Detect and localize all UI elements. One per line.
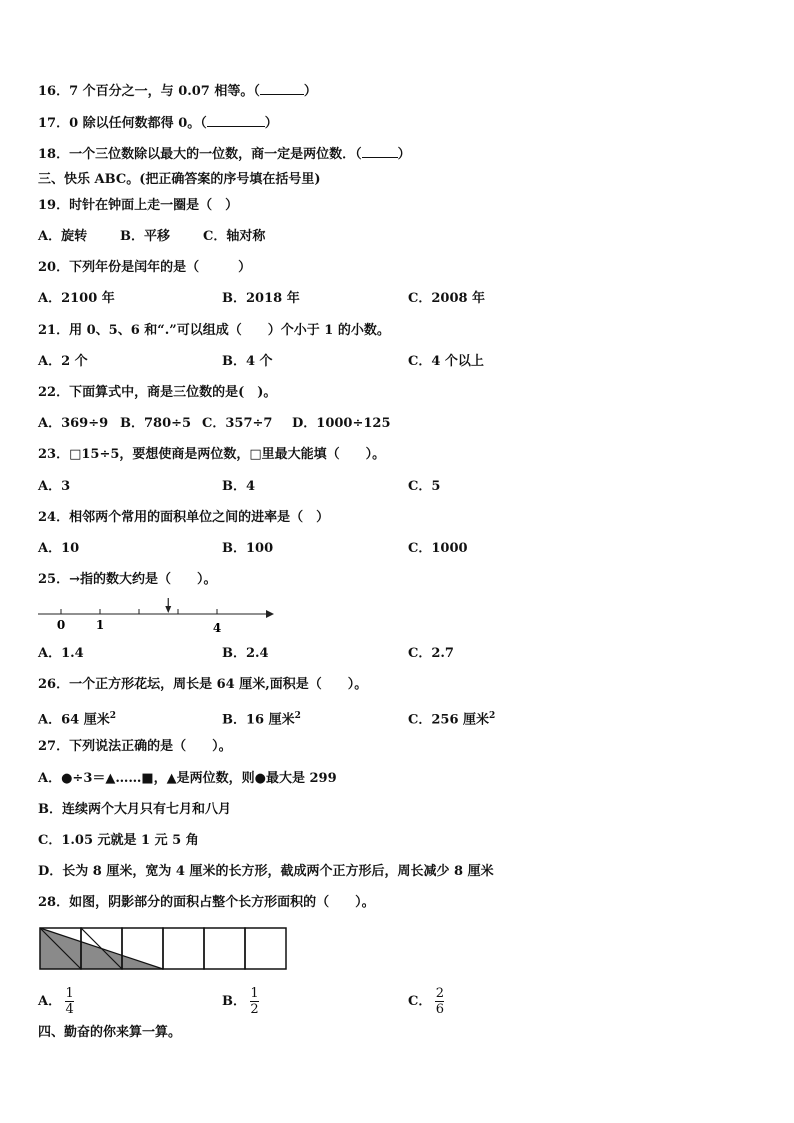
question-20: 20．下列年份是闰年的是（ ）	[38, 260, 252, 275]
question-23: 23．□15÷5，要想使商是两位数，□里最大能填（ ）。	[38, 447, 386, 462]
q22-option-b[interactable]: B．780÷5	[120, 416, 192, 431]
q23-option-b[interactable]: B．4	[222, 479, 256, 494]
q19-option-b[interactable]: B．平移	[120, 229, 170, 244]
rectangle-cell	[204, 928, 245, 969]
rectangle-cell	[163, 928, 204, 969]
question-21: 21．用 0、5、6 和“.”可以组成（ ）个小于 1 的小数。	[38, 323, 390, 338]
q19-option-c[interactable]: C．轴对称	[203, 229, 266, 244]
q26-option-c[interactable]: C．256 厘米$^2$	[408, 711, 496, 728]
q24-option-a[interactable]: A．10	[38, 541, 80, 556]
number-line-figure	[34, 596, 278, 636]
q21-option-c[interactable]: C．4 个以上	[408, 354, 484, 369]
q21-option-b[interactable]: B．4 个	[222, 354, 273, 369]
q25-option-a[interactable]: A．1.4	[38, 646, 84, 661]
q25-option-b[interactable]: B．2.4	[222, 646, 269, 661]
rectangle-cell	[245, 928, 286, 969]
question-26: 26．一个正方形花坛，周长是 64 厘米,面积是（ ）。	[38, 677, 368, 692]
q27-option-d[interactable]: D．长为 8 厘米，宽为 4 厘米的长方形，截成两个正方形后，周长减少 8 厘米	[38, 864, 494, 879]
tick-label-4: 4	[212, 621, 222, 635]
question-19: 19．时针在钟面上走一圈是（ ）	[38, 198, 239, 213]
q20-option-a[interactable]: A．2100 年	[38, 291, 115, 306]
q20-option-b[interactable]: B．2018 年	[222, 291, 300, 306]
pointer-arrow-head	[165, 606, 171, 613]
section-4-heading: 四、勤奋的你来算一算。	[38, 1025, 182, 1040]
number-line-arrowhead	[266, 610, 274, 618]
question-16: 16．7 个百分之一，与 0.07 相等。（ ）	[38, 84, 317, 99]
question-22: 22．下面算式中，商是三位数的是( )。	[38, 385, 277, 400]
q24-option-b[interactable]: B．100	[222, 541, 274, 556]
fraction-one-quarter: $\frac{1}{4}$	[65, 986, 74, 1017]
q27-option-a[interactable]: A．●÷3＝▲……■，▲是两位数，则●最大是 299	[38, 771, 337, 786]
question-18: 18．一个三位数除以最大的一位数，商一定是两位数．（ ）	[38, 147, 411, 162]
q28-option-a[interactable]: A． $\frac{1}{4}$	[38, 986, 74, 1017]
question-17: 17．0 除以任何数都得 0。（ ）	[38, 116, 278, 131]
q25-option-c[interactable]: C．2.7	[408, 646, 454, 661]
pointer-arrow-icon	[165, 598, 171, 613]
q22-option-d[interactable]: D．1000÷125	[292, 416, 391, 431]
q22-option-c[interactable]: C．357÷7	[202, 416, 273, 431]
q26-option-a[interactable]: A．64 厘米$^2$	[38, 711, 116, 728]
q21-option-a[interactable]: A．2 个	[38, 354, 88, 369]
q20-option-c[interactable]: C．2008 年	[408, 291, 486, 306]
question-24: 24．相邻两个常用的面积单位之间的进率是（ ）	[38, 510, 330, 525]
q24-option-c[interactable]: C．1000	[408, 541, 468, 556]
tick-label-1: 1	[95, 618, 105, 632]
q27-option-c[interactable]: C．1.05 元就是 1 元 5 角	[38, 833, 199, 848]
q27-option-b[interactable]: B．连续两个大月只有七月和八月	[38, 802, 231, 817]
q23-option-c[interactable]: C．5	[408, 479, 441, 494]
question-25: 25．→指的数大约是（ ）。	[38, 572, 217, 587]
q19-option-a[interactable]: A．旋转	[38, 229, 88, 244]
tick-label-0: 0	[56, 618, 66, 632]
question-28: 28．如图，阴影部分的面积占整个长方形面积的（ ）。	[38, 895, 375, 910]
section-3-heading: 三、快乐 ABC。(把正确答案的序号填在括号里)	[38, 172, 321, 187]
fraction-one-half: $\frac{1}{2}$	[250, 986, 259, 1017]
q26-option-b[interactable]: B．16 厘米$^2$	[222, 711, 301, 728]
answer-blank-18[interactable]	[362, 145, 398, 158]
answer-blank-16[interactable]	[260, 82, 304, 95]
rectangle-shading-figure	[38, 926, 294, 972]
q28-option-c[interactable]: C． $\frac{2}{6}$	[408, 986, 444, 1017]
q28-option-b[interactable]: B． $\frac{1}{2}$	[222, 986, 259, 1017]
q22-option-a[interactable]: A．369÷9	[38, 416, 109, 431]
q23-option-a[interactable]: A．3	[38, 479, 71, 494]
question-27: 27．下列说法正确的是（ ）。	[38, 739, 232, 754]
answer-blank-17[interactable]	[207, 114, 265, 127]
fraction-two-sixths: $\frac{2}{6}$	[435, 986, 444, 1017]
